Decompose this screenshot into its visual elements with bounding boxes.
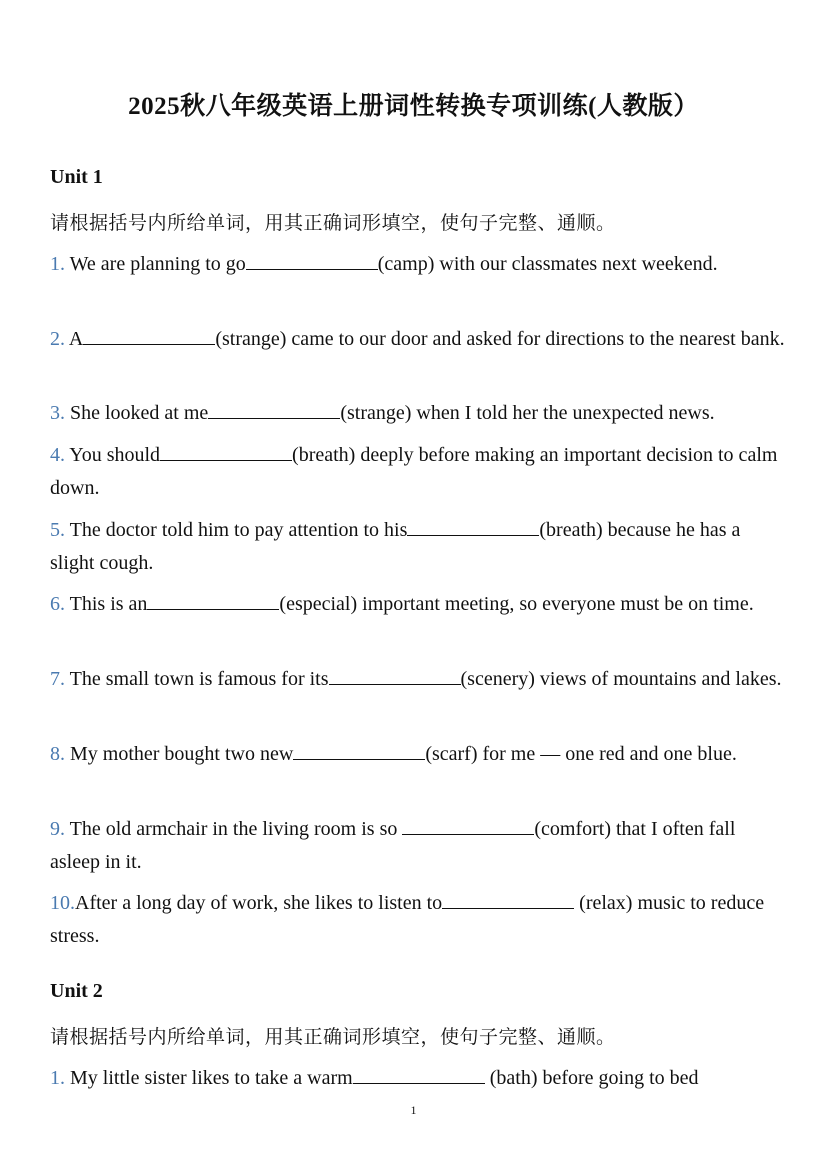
question-text-after: (relax) music to reduce stress.: [50, 892, 765, 947]
question-text-after: (scenery) views of mountains and lakes.: [460, 668, 782, 690]
answer-blank[interactable]: [442, 888, 574, 909]
question-text-before: We are planning to go: [69, 253, 246, 275]
question-number: 4.: [50, 444, 65, 466]
question-item: [50, 1062, 785, 1095]
question-text-before: You should: [69, 444, 161, 466]
question-item: [50, 323, 785, 356]
question-text-after: (strange) came to our door and asked for directions to the nearest bank.: [215, 328, 785, 350]
unit-2-instruction: 请根据括号内所给单词，用其正确词形填空，使句子完整、通顺。: [50, 1026, 616, 1048]
question-text-before: My mother bought two new: [70, 743, 294, 765]
unit-1-instruction: 请根据括号内所给单词，用其正确词形填空，使句子完整、通顺。: [50, 212, 616, 234]
question-text-before: After a long day of work, she likes to listen to: [75, 892, 443, 914]
question-text-after: (bath) before going to bed: [484, 1067, 699, 1089]
question-number: 6.: [50, 593, 65, 615]
question-item: [50, 738, 785, 771]
question-text-after: (strange) when I told her the unexpected news.: [340, 402, 715, 424]
question-text-before: She looked at me: [70, 402, 209, 424]
answer-blank[interactable]: [402, 814, 534, 835]
question-item: [50, 588, 785, 621]
question-number: 7.: [50, 668, 65, 690]
question-item: [50, 248, 785, 281]
question-text-after: (especial) important meeting, so everyone must be on time.: [279, 593, 754, 615]
answer-blank[interactable]: [83, 324, 215, 345]
answer-blank[interactable]: [160, 440, 292, 461]
question-item: [50, 397, 785, 430]
question-text-before: The small town is famous for its: [69, 668, 329, 690]
question-number: 9.: [50, 818, 65, 840]
question-text-before: My little sister likes to take a warm: [70, 1067, 353, 1089]
question-text-before: This is an: [69, 593, 148, 615]
answer-blank[interactable]: [329, 664, 461, 685]
question-item: [50, 813, 785, 879]
question-item: [50, 439, 785, 505]
question-number: 1.: [50, 253, 65, 275]
question-text-after: (camp) with our classmates next weekend.: [377, 253, 718, 275]
answer-blank[interactable]: [293, 739, 425, 760]
answer-blank[interactable]: [407, 515, 539, 536]
question-item: [50, 887, 785, 953]
answer-blank[interactable]: [208, 398, 340, 419]
question-number: 1.: [50, 1067, 65, 1089]
question-item: [50, 663, 785, 696]
question-text-before: A: [68, 328, 84, 350]
answer-blank[interactable]: [353, 1063, 485, 1084]
answer-blank[interactable]: [147, 589, 279, 610]
question-number: 3.: [50, 402, 65, 424]
document-title: 2025秋八年级英语上册词性转换专项训练(人教版）: [128, 93, 699, 120]
question-text-after: (breath) deeply before making an important decision to calm down.: [50, 444, 778, 499]
question-number: 2.: [50, 328, 65, 350]
question-number: 10.: [50, 892, 75, 914]
unit-2-heading: Unit 2: [50, 980, 103, 1002]
question-number: 5.: [50, 519, 65, 541]
question-text-after: (comfort) that I often fall asleep in it.: [50, 818, 736, 873]
question-number: 8.: [50, 743, 65, 765]
question-text-before: The doctor told him to pay attention to his: [69, 519, 408, 541]
question-text-before: The old armchair in the living room is so: [69, 818, 403, 840]
question-text-after: (scarf) for me — one red and one blue.: [425, 743, 737, 765]
answer-blank[interactable]: [246, 249, 378, 270]
page-number: 1: [410, 1103, 417, 1117]
question-text-after: (breath) because he has a slight cough.: [50, 519, 741, 574]
question-item: [50, 514, 785, 580]
unit-1-heading: Unit 1: [50, 166, 103, 188]
